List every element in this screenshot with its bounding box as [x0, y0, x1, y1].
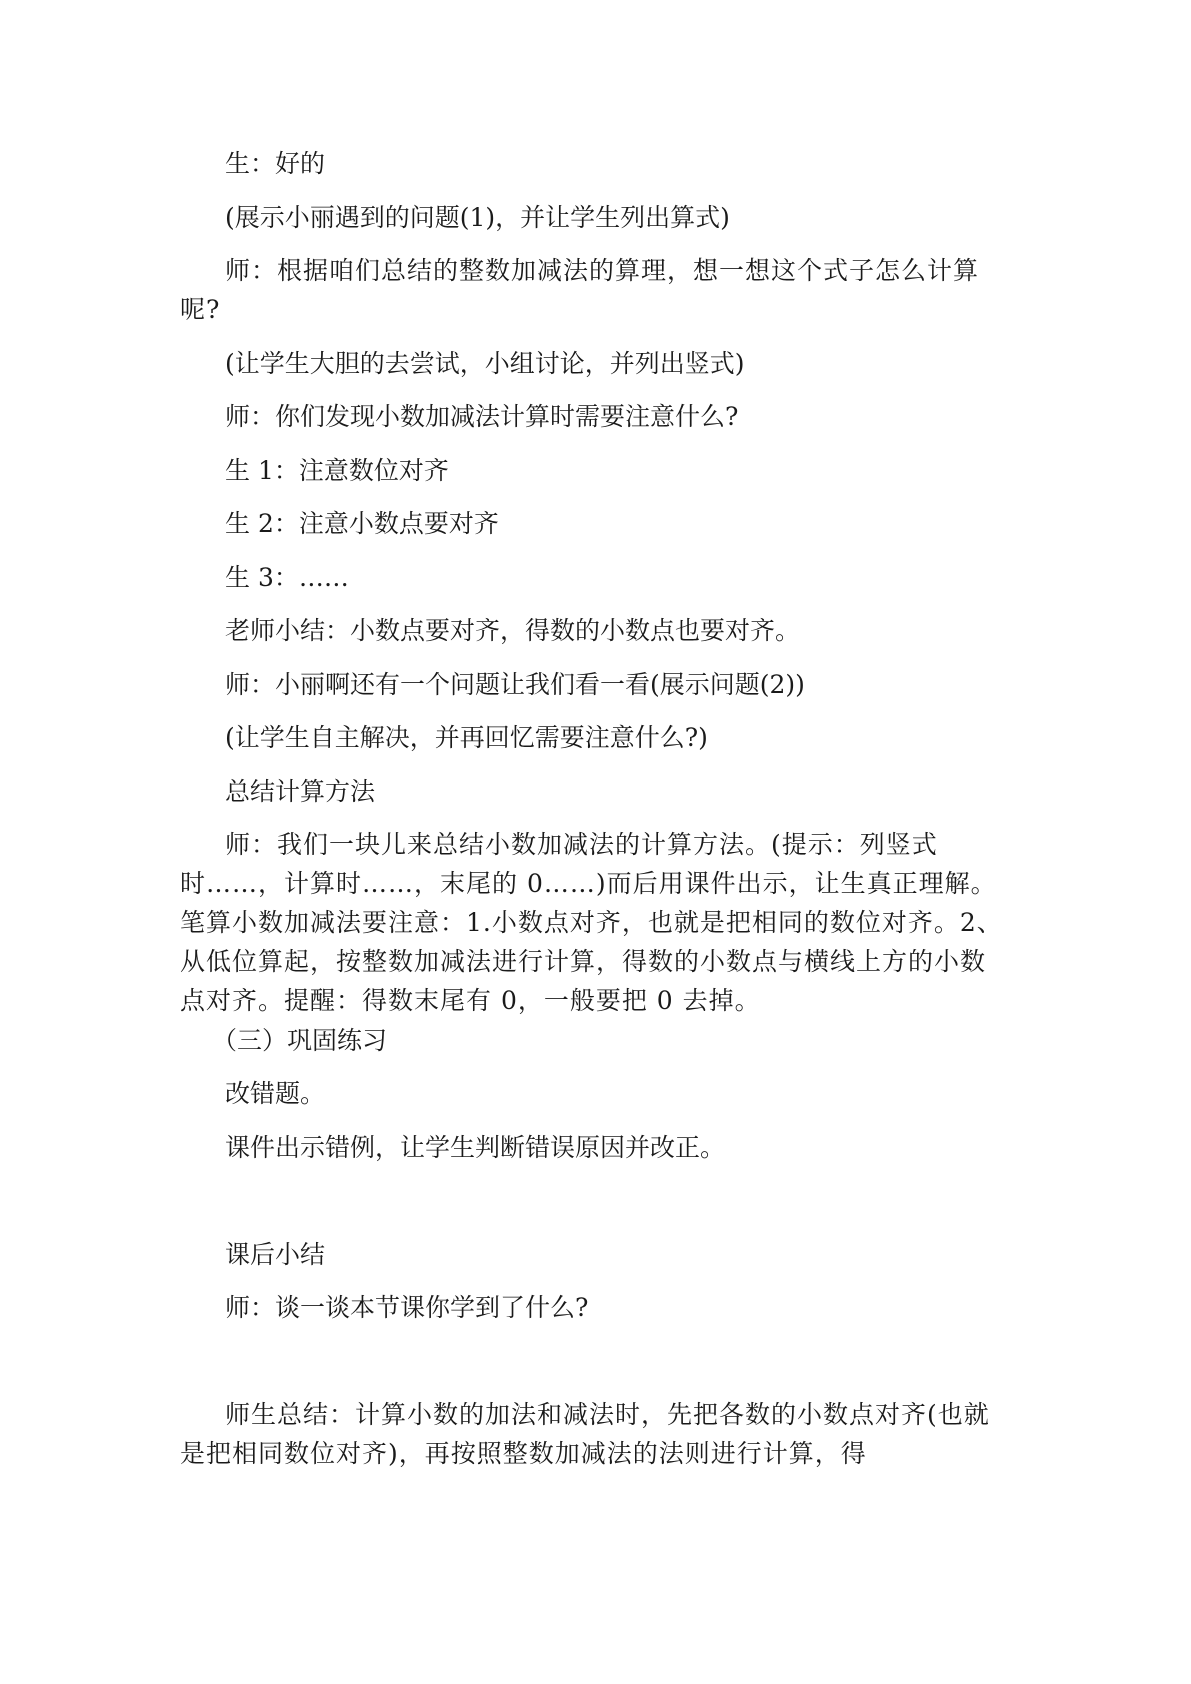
stage-direction-self-solve: (让学生自主解决，并再回忆需要注意什么?): [225, 723, 708, 752]
teacher-summary: 老师小结：小数点要对齐，得数的小数点也要对齐。: [225, 616, 801, 645]
stage-direction-problem-1: (展示小丽遇到的问题(1)，并让学生列出算式): [225, 203, 730, 232]
dialogue-teacher-reflection: 师：谈一谈本节课你学到了什么?: [225, 1293, 589, 1322]
dialogue-teacher-problem-2: 师：小丽啊还有一个问题让我们看一看(展示问题(2)): [225, 670, 805, 699]
dialogue-student-3: 生 3：……: [225, 563, 349, 592]
final-summary-paragraph: 师生总结：计算小数的加法和减法时，先把各数的小数点对齐(也就是把相同数位对齐)，再按照整数加减法的法则进行计算，得: [180, 1400, 990, 1468]
section-heading-practice: （三）巩固练习: [212, 1026, 388, 1055]
dialogue-teacher-question-2: 师：你们发现小数加减法计算时需要注意什么?: [225, 402, 739, 431]
stage-direction-group-discussion: (让学生大胆的去尝试，小组讨论，并列出竖式): [225, 349, 745, 378]
dialogue-student-2: 生 2：注意小数点要对齐: [225, 509, 499, 538]
method-paragraph: 师：我们一块儿来总结小数加减法的计算方法。(提示：列竖式时……，计算时……，末尾的 0……)而后用课件出示，让生真正理解。笔算小数加减法要注意：1.小数点对齐，也就是把相同的数位对齐。2、从低位算起，按整数加减法进行计算，得数的小数点与横线上方的小数点对齐。提醒：得数末尾有 0，一般要把 0 去掉。: [180, 830, 1003, 1015]
dialogue-teacher-question-1: 师：根据咱们总结的整数加减法的算理，想一想这个式子怎么计算呢?: [180, 256, 980, 324]
section-heading-summary: 课后小结: [225, 1240, 326, 1269]
dialogue-student-ok: 生：好的: [225, 149, 326, 178]
dialogue-student-1: 生 1：注意数位对齐: [225, 456, 449, 485]
section-heading-method: 总结计算方法: [225, 777, 376, 806]
correction-exercise: 改错题。: [225, 1079, 326, 1108]
correction-instructions: 课件出示错例，让学生判断错误原因并改正。: [225, 1133, 726, 1162]
